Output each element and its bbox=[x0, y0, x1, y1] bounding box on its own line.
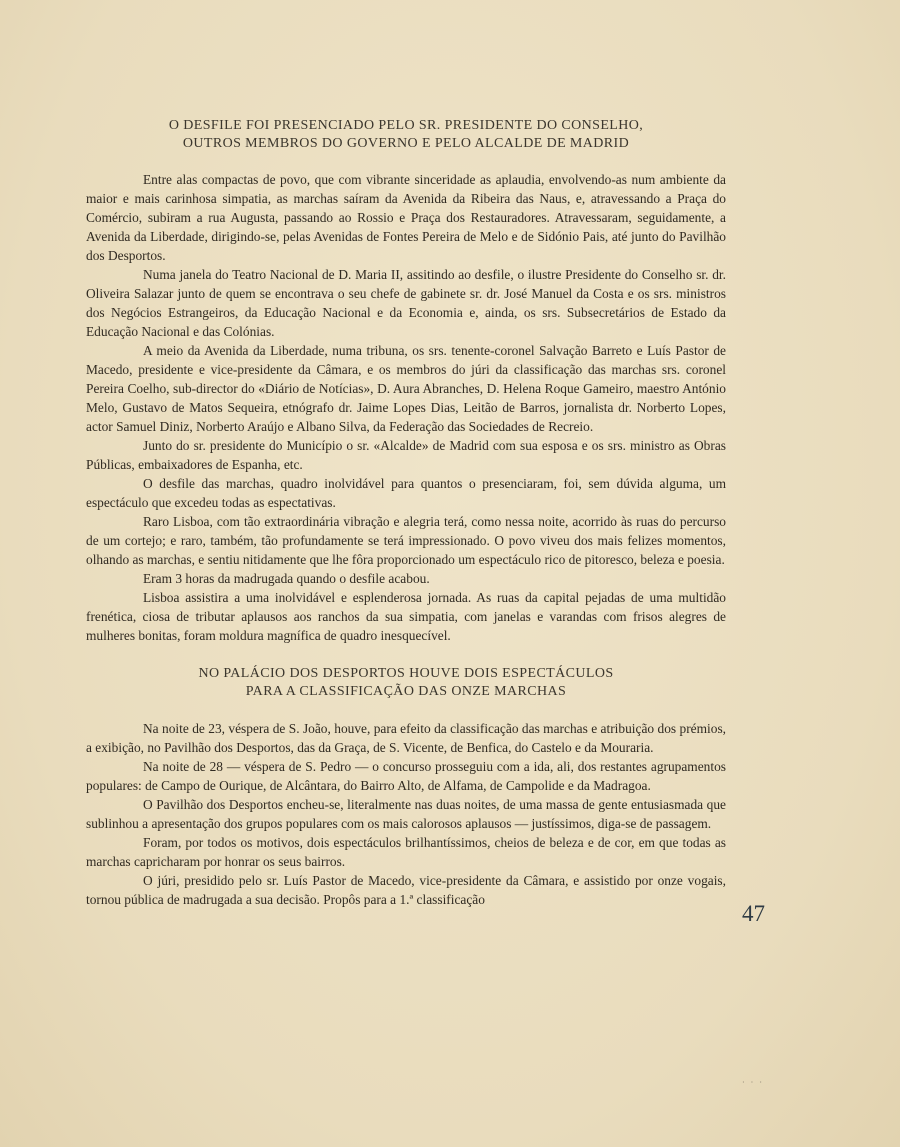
heading-palacio-line-1: NO PALÁCIO DOS DESPORTOS HOUVE DOIS ESPECTÁCULOS bbox=[198, 666, 614, 681]
paragraph: A meio da Avenida da Liberdade, numa tribuna, os srs. tenente-coronel Salvação Barreto e Luís Pastor de Macedo, presidente e vice-presidente da Câmara, e os membros do júri da classificação das marchas srs. coronel Pereira Coelho, sub-director do «Diário de Notícias», D. Aura Abranches, D. Helena Roque Gameiro, maestro António Melo, Gustavo de Matos Sequeira, etnógrafo dr. Jaime Lopes Dias, Leitão de Barros, jornalista dr. Norberto Lopes, actor Samuel Diniz, Norberto Araújo e Albano Silva, da Federação das Sociedades de Recreio. bbox=[86, 343, 726, 434]
paragraph: O Pavilhão dos Desportos encheu-se, literalmente nas duas noites, de uma massa de gente entusiasmada que sublinhou a apresentação dos grupos populares com os mais calorosos aplausos — justíssimos, diga-se de passagem. bbox=[86, 797, 726, 831]
heading-desfile bbox=[86, 117, 726, 153]
paragraph: Eram 3 horas da madrugada quando o desfile acabou. bbox=[143, 571, 430, 586]
article-body bbox=[86, 117, 726, 909]
heading-desfile-line-2: OUTROS MEMBROS DO GOVERNO E PELO ALCALDE DE MADRID bbox=[182, 136, 630, 151]
print-specks: · · · bbox=[742, 1078, 764, 1087]
heading-palacio-line-2: PARA A CLASSIFICAÇÃO DAS ONZE MARCHAS bbox=[245, 684, 567, 699]
paragraph: O júri, presidido pelo sr. Luís Pastor de Macedo, vice-presidente da Câmara, e assistido por onze vogais, tornou pública de madrugada a sua decisão. Propôs para a 1.ª classificação bbox=[86, 873, 726, 907]
paragraph: Lisboa assistira a uma inolvidável e esplenderosa jornada. As ruas da capital pejadas de uma multidão frenética, ciosa de tributar aplausos aos ranchos da sua simpatia, com janelas e varandas com frisos alegres de mulheres bonitas, foram moldura magnífica de quadro inesquecível. bbox=[86, 590, 726, 643]
paragraph: Raro Lisboa, com tão extraordinária vibração e alegria terá, como nessa noite, acorrido às ruas do percurso de um cortejo; e raro, também, tão profundamente se terá impressionado. O povo viveu dos mais felizes momentos, olhando as marchas, e sentiu nitidamente que lhe fôra proporcionado um espectáculo rico de pitoresco, beleza e poesia. bbox=[86, 514, 726, 567]
page-number: 47 bbox=[742, 901, 765, 926]
section-palacio bbox=[86, 719, 726, 909]
section-desfile bbox=[86, 170, 726, 645]
paragraph: Numa janela do Teatro Nacional de D. Maria II, assitindo ao desfile, o ilustre Presidente do Conselho sr. dr. Oliveira Salazar junto de quem se encontrava o seu chefe de gabinete sr. dr. José Manuel da Costa e os srs. ministros dos Negócios Estrangeiros, da Educação Nacional e da Economia e, ainda, os srs. Subsecretários de Estado da Educação Nacional e das Colónias. bbox=[86, 267, 726, 339]
paragraph: Foram, por todos os motivos, dois espectáculos brilhantíssimos, cheios de beleza e de cor, em que todas as marchas capricharam por honrar os seus bairros. bbox=[86, 835, 726, 869]
paragraph: O desfile das marchas, quadro inolvidável para quantos o presenciaram, foi, sem dúvida alguma, um espectáculo que excedeu todas as espectativas. bbox=[86, 476, 726, 510]
paragraph: Junto do sr. presidente do Município o sr. «Alcalde» de Madrid com sua esposa e os srs. ministro as Obras Públicas, embaixadores de Espanha, etc. bbox=[86, 438, 726, 472]
heading-desfile-line-1: O DESFILE FOI PRESENCIADO PELO SR. PRESIDENTE DO CONSELHO, bbox=[168, 118, 644, 133]
paragraph: Na noite de 28 — véspera de S. Pedro — o concurso prosseguiu com a ida, ali, dos restantes agrupamentos populares: de Campo de Ourique, de Alcântara, do Bairro Alto, de Alfama, de Campolide e da Madragoa. bbox=[86, 759, 726, 793]
paragraph: Na noite de 23, véspera de S. João, houve, para efeito da classificação das marchas e atribuição dos prémios, a exibição, no Pavilhão dos Desportos, das da Graça, de S. Vicente, de Benfica, do Castelo e da Mouraria. bbox=[86, 721, 726, 755]
heading-palacio bbox=[86, 665, 726, 701]
paragraph: Entre alas compactas de povo, que com vibrante sinceridade as aplaudia, envolvendo-as num ambiente da maior e mais carinhosa simpatia, as marchas saíram da Avenida da Ribeira das Naus, e, atravessando a Praça do Comércio, subiram a rua Augusta, passando ao Rossio e Praça dos Restauradores. Atravessaram, seguidamente, a Avenida da Liberdade, dirigindo-se, pelas Avenidas de Fontes Pereira de Melo e de Sidónio Pais, até junto do Pavilhão dos Desportos. bbox=[86, 172, 726, 263]
